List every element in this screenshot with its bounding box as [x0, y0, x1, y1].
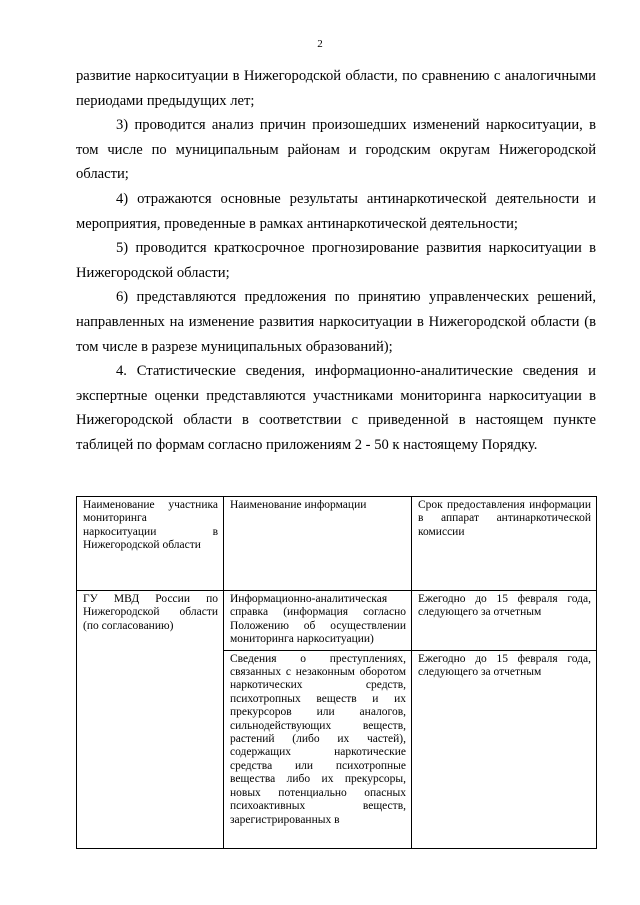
paragraph-item-4: 4) отражаются основные результаты антинаркотической деятельности и мероприятия, проведенные в рамках антинаркотической деятельности;	[76, 190, 596, 232]
document-body	[76, 64, 596, 458]
deadline-cell: Ежегодно до 15 февраля года, следующего за отчетным	[412, 591, 597, 651]
header-information: Наименование информации	[224, 497, 412, 591]
monitoring-table	[76, 496, 597, 849]
paragraph-clause-4: 4. Статистические сведения, информационно-аналитические сведения и экспертные оценки представляются участниками мониторинга наркоситуации в Нижегородской области в соответствии с приведенной в настоящем пункте таблицей по формам согласно приложениям 2 - 50 к настоящему Порядку.	[76, 363, 596, 453]
table-row	[77, 591, 597, 651]
page-number: 2	[317, 38, 323, 50]
paragraph-item-5: 5) проводится краткосрочное прогнозирование развития наркоситуации в Нижегородской области;	[76, 240, 596, 281]
paragraph-continuation: развитие наркоситуации в Нижегородской области, по сравнению с аналогичными периодами предыдущих лет;	[76, 68, 596, 109]
participant-cell: ГУ МВД России по Нижегородской области (по согласованию)	[77, 591, 224, 849]
information-text: Сведения о преступлениях, связанных с незаконным оборотом наркотических средств, психотропных веществ и их прекурсоров или аналогов, сильнодействующих веществ, растений (либо их частей), содержащих наркотические средства или психотропные вещества либо их прекурсоры, новых потенциально опасных психоактивных веществ, зарегистрированных в	[230, 652, 406, 826]
information-cell: Информационно-аналитическая справка (информация согласно Положению об осуществлении мониторинга наркоситуации)	[224, 591, 412, 651]
header-deadline: Срок предоставления информации в аппарат антинаркотической комиссии	[412, 497, 597, 591]
paragraph-item-3: 3) проводится анализ причин произошедших изменений наркоситуации, в том числе по муниципальным районам и городским округам Нижегородской области;	[76, 117, 596, 183]
deadline-cell: Ежегодно до 15 февраля года, следующего за отчетным	[412, 650, 597, 848]
header-participant: Наименование участника мониторинга наркоситуации в Нижегородской области	[77, 497, 224, 591]
table-header-row	[77, 497, 597, 591]
information-cell	[224, 650, 412, 848]
paragraph-item-6: 6) представляются предложения по принятию управленческих решений, направленных на изменение развития наркоситуации в Нижегородской области (в том числе в разрезе муниципальных образований);	[76, 289, 596, 355]
